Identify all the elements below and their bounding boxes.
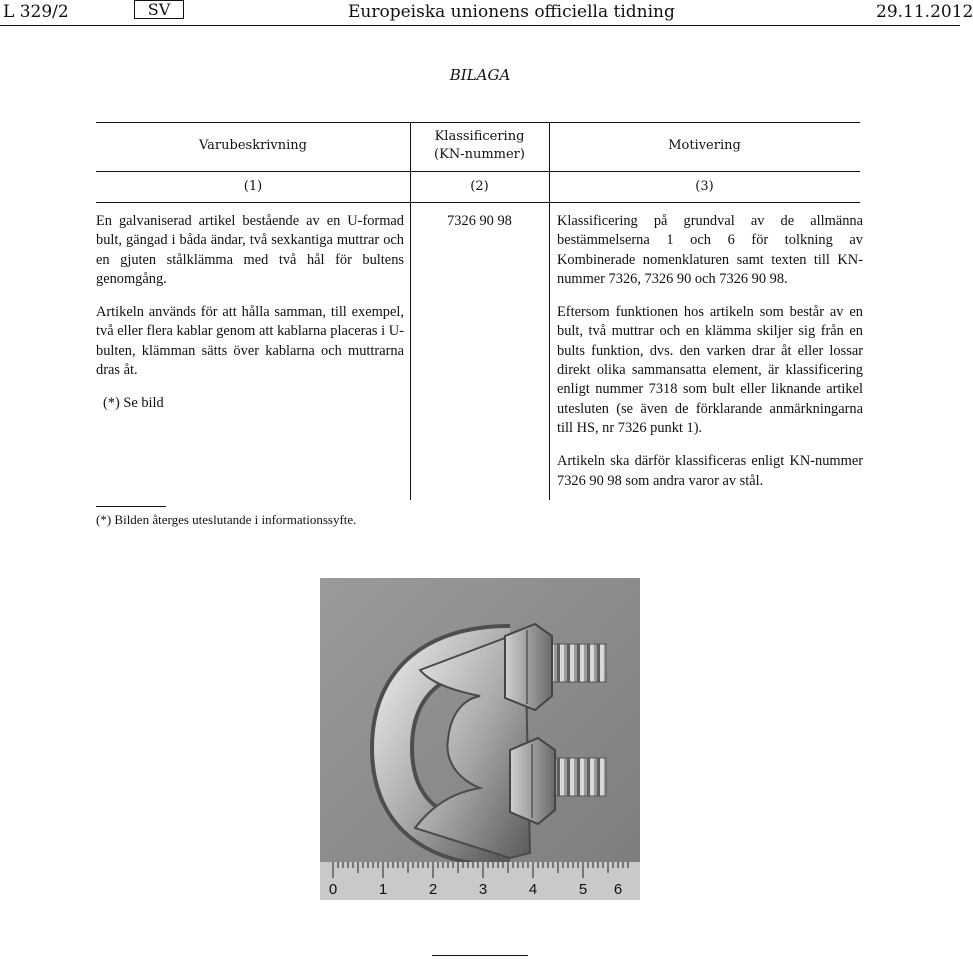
justification-paragraph: Eftersom funktionen hos artikeln som består av en bult, två muttrar och en klämma skiljer sig från en bults funktion, dvs. den varken drar åt eller lossar direkt olika sammansatta element, är klassificering enligt nummer 7318 som bult eller liknande artikel utesluten (se även de förklarande anmärkningarna till HS, nr 7326 punkt 1). — [557, 304, 863, 436]
description-paragraph: En galvaniserad artikel bestående av en U-formad bult, gängad i båda ändar, två sexkantiga muttrar och en gjuten stålklämma med två hål för bultens genomgång. — [96, 213, 404, 287]
header-rule — [0, 25, 960, 26]
description-paragraph: Artikeln används för att hålla samman, till exempel, två eller flera kablar genom att kablarna placeras i U-bulten, klämman sätts över kablarna och muttrarna dras åt. — [96, 304, 404, 379]
justification-paragraph: Artikeln ska därför klassificeras enligt KN-nummer 7326 90 98 som andra varor av stål. — [557, 453, 863, 489]
ruler-label: 3 — [478, 881, 488, 898]
ruler-label: 6 — [613, 881, 623, 898]
ruler-label: 1 — [378, 881, 388, 898]
table-num-rule — [96, 202, 860, 203]
product-photo — [320, 578, 640, 900]
ruler-label: 2 — [428, 881, 438, 898]
journal-title: Europeiska unionens officiella tidning — [348, 2, 675, 22]
wire-rope-clip-image — [320, 578, 640, 900]
ruler-label: 0 — [328, 881, 338, 898]
justification-paragraph: Klassificering på grundval av de allmänna bestämmelserna 1 och 6 för tolkning av Kombinerade nomenklaturen samt texten till KN-nummer 7326, 7326 90 och 7326 90 98. — [557, 213, 863, 287]
justification-cell — [557, 212, 863, 505]
annex-title: BILAGA — [449, 66, 511, 84]
column-number-1: (1) — [243, 179, 263, 194]
ruler-label: 5 — [578, 881, 588, 898]
column-number-3: (3) — [695, 179, 714, 194]
column-number-2: (2) — [470, 179, 489, 194]
table-head-rule — [96, 171, 860, 172]
page-bottom-rule — [432, 955, 528, 956]
column-header-classification: Klassificering (KN-nummer) — [434, 129, 525, 162]
description-cell — [96, 212, 404, 428]
footnote: (*) Bilden återges uteslutande i informationssyfte. — [96, 512, 357, 527]
ruler-label: 4 — [528, 881, 538, 898]
cn-code-cell: 7326 90 98 — [447, 213, 512, 229]
column-header-description: Varubeskrivning — [198, 138, 308, 153]
measuring-ruler — [320, 862, 640, 900]
language-code-box: SV — [134, 0, 184, 19]
see-image-note: (*) Se bild — [103, 395, 164, 412]
footnote-rule — [96, 506, 166, 507]
column-header-justification: Motivering — [668, 138, 741, 153]
page-reference: L 329/2 — [3, 2, 69, 22]
publication-date: 29.11.2012 — [876, 2, 973, 22]
table-top-rule — [96, 122, 860, 123]
